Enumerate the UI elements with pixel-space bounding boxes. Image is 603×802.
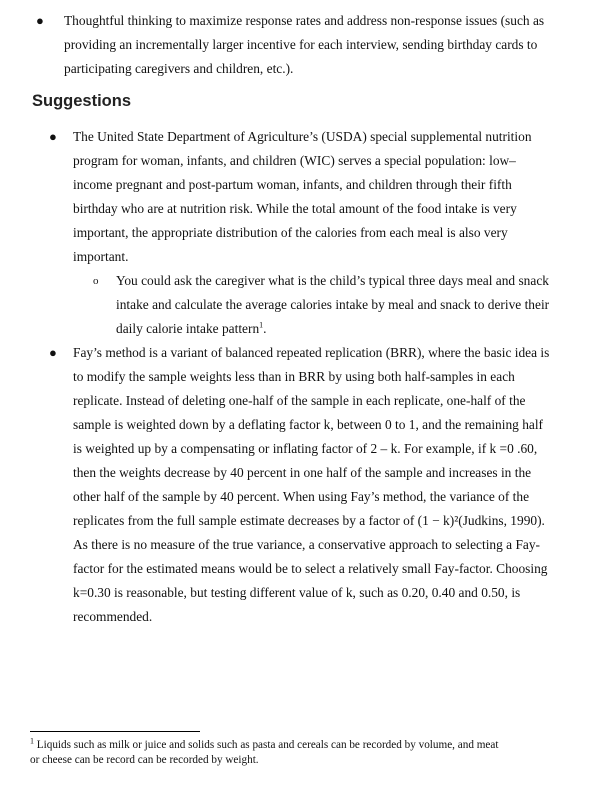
bullet-3-line: factor for the estimated means would be to select a relatively small Fay-factor. Choosing — [73, 561, 548, 576]
bullet-3-line: recommended. — [73, 609, 153, 624]
bullet-2-line: The United State Department of Agriculture’s (USDA) special supplemental nutrition — [73, 129, 532, 144]
bullet-1-line: participating caregivers and children, etc.). — [64, 61, 294, 76]
sub-bullet-text: daily calorie intake pattern — [116, 321, 260, 336]
bullet-3-line: sample is weighted down by a deflating factor k, between 0 to 1, and the remaining half — [73, 417, 544, 432]
sub-bullet-line: intake and calculate the average calories intake by meal and snack to derive their — [116, 297, 550, 312]
bullet-3-line: other half of the sample by 40 percent. When using Fay’s method, the variance of the — [73, 489, 530, 504]
bullet-3-line: replicates from the full sample estimate decreases by a factor of (1 − k)²(Judkins, 1990). — [73, 513, 545, 528]
bullet-3-line: then the weights decrease by 40 percent in one half of the sample and increases in the — [73, 465, 532, 480]
footnote-line: or cheese can be record can be recorded by weight. — [30, 754, 259, 766]
footnote-reference[interactable]: 1 — [259, 320, 264, 330]
section-heading-suggestions: Suggestions — [32, 92, 132, 110]
sub-bullet-line: You could ask the caregiver what is the child’s typical three days meal and snack — [116, 273, 549, 288]
sub-bullet-icon: o — [93, 275, 99, 287]
bullet-3-line: replicate. Instead of deleting one-half of the sample in each replicate, one-half of the — [73, 393, 526, 408]
bullet-2-line: income pregnant and post-partum woman, infants, and children through their fifth — [73, 177, 512, 192]
bullet-icon: ● — [49, 129, 57, 144]
footnote-line — [30, 738, 498, 752]
bullet-icon: ● — [36, 13, 44, 28]
bullet-2-line: program for woman, infants, and children (WIC) serves a special population: low– — [73, 153, 516, 168]
footnote-separator — [30, 731, 200, 732]
footnote-marker: 1 — [30, 736, 34, 746]
bullet-3-line: k=0.30 is reasonable, but testing different value of k, such as 0.20, 0.40 and 0.50, is — [73, 585, 521, 600]
footnote-text: Liquids such as milk or juice and solids such as pasta and cereals can be recorded by volume, and meat — [36, 739, 499, 751]
bullet-3-line: is weighted up by a compensating or inflating factor of 2 – k. For example, if k =0 .60, — [73, 441, 538, 456]
bullet-2-line: birthday who are at nutrition risk. While the total amount of the food intake is very — [73, 201, 517, 216]
bullet-3-line: Fay’s method is a variant of balanced repeated replication (BRR), where the basic idea is — [73, 345, 550, 360]
bullet-3-line: As there is no measure of the true variance, a conservative approach to selecting a Fay- — [73, 537, 540, 552]
sub-bullet-line: daily calorie intake pattern$^1$. — [116, 320, 267, 336]
bullet-2-line: important. — [73, 249, 129, 264]
bullet-2-line: important, the appropriate distribution of the calories from each meal is also very — [73, 225, 508, 240]
bullet-icon: ● — [49, 345, 57, 360]
bullet-1-line: Thoughtful thinking to maximize response rates and address non-response issues (such as — [64, 13, 545, 28]
bullet-3-line: to modify the sample weights less than in BRR by using both half-samples in each — [73, 369, 515, 384]
bullet-1-line: providing an incrementally larger incentive for each interview, sending birthday cards to — [64, 37, 538, 52]
